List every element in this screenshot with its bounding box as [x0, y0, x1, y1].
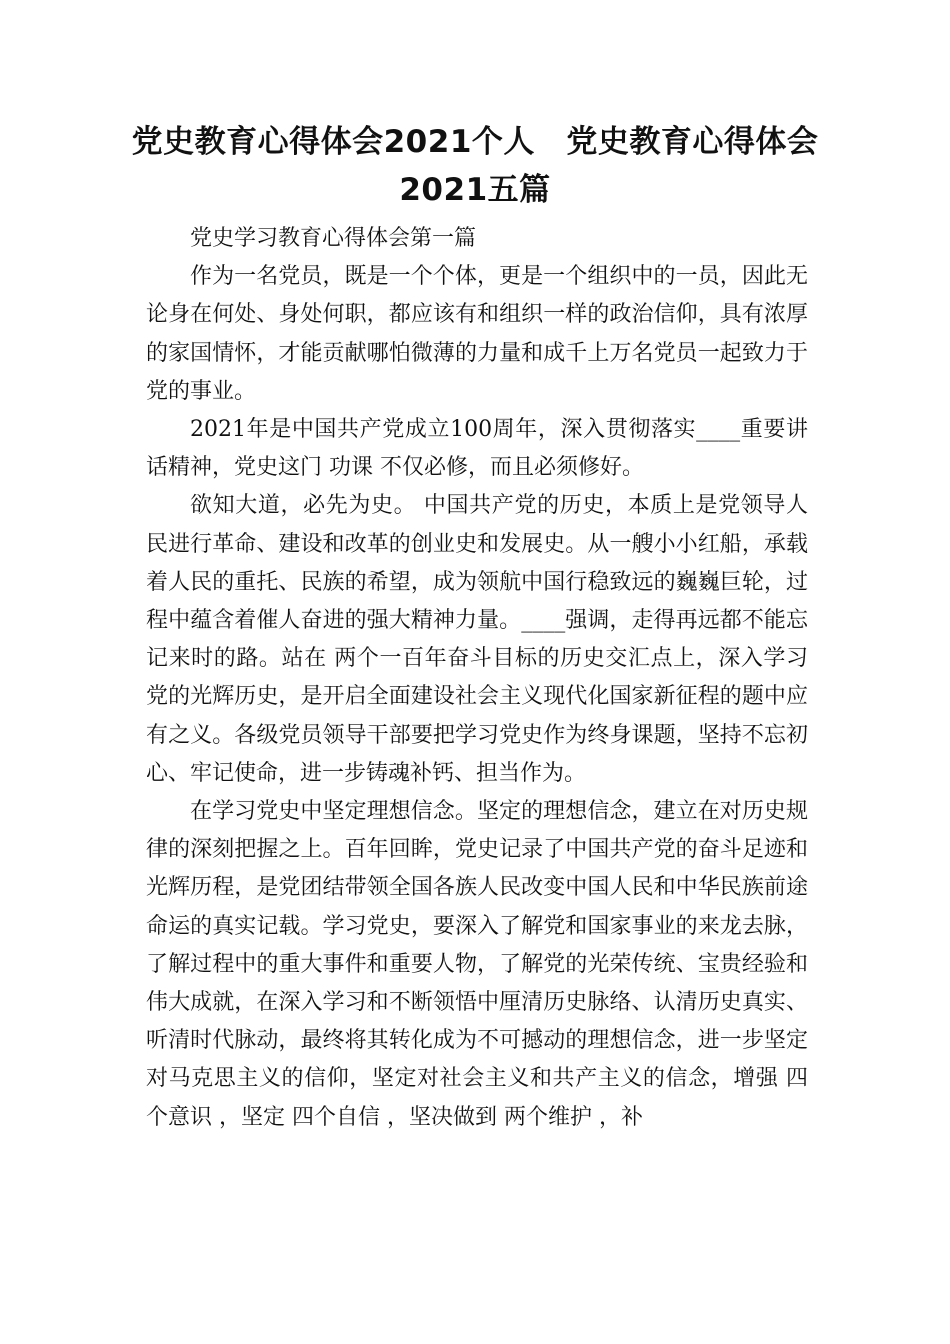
paragraph: 2021年是中国共产党成立100周年，深入贯彻落实____重要讲话精神，党史这门 功课 不仅必修，而且必须修好。 — [146, 417, 808, 481]
document-body — [146, 220, 808, 1137]
paragraph: 作为一名党员，既是一个个体，更是一个组织中的一员，因此无论身在何处、身处何职，都应该有和组织一样的政治信仰，具有浓厚的家国情怀，才能贡献哪怕微薄的力量和成千上万名党员一起致力于党的事业。 — [146, 264, 808, 404]
paragraph: 在学习党史中坚定理想信念。坚定的理想信念，建立在对历史规律的深刻把握之上。百年回眸，党史记录了中国共产党的奋斗足迹和光辉历程，是党团结带领全国各族人民改变中国人民和中华民族前途命运的真实记载。学习党史，要深入了解党和国家事业的来龙去脉，了解过程中的重大事件和重要人物，了解党的光荣传统、宝贵经验和伟大成就，在深入学习和不断领悟中厘清历史脉络、认清历史真实、听清时代脉动，最终将其转化成为不可撼动的理想信念，进一步坚定对马克思主义的信仰，坚定对社会主义和共产主义的信念，增强 四个意识 ，坚定 四个自信 ，坚决做到 两个维护 ，补 — [146, 799, 808, 1130]
paragraph: 欲知大道，必先为史。 中国共产党的历史，本质上是党领导人民进行革命、建设和改革的创业史和发展史。从一艘小小红船，承载着人民的重托、民族的希望，成为领航中国行稳致远的巍巍巨轮，过程中蕴含着催人奋进的强大精神力量。____强调，走得再远都不能忘记来时的路。站在 两个一百年奋斗目标的历史交汇点上，深入学习党的光辉历史，是开启全面建设社会主义现代化国家新征程的题中应有之义。各级党员领导干部要把学习党史作为终身课题，坚持不忘初心、牢记使命，进一步铸魂补钙、担当作为。 — [146, 493, 808, 786]
document-title: 党史教育心得体会2021个人 党史教育心得体会2021五篇 — [131, 124, 819, 208]
section-heading: 党史学习教育心得体会第一篇 — [190, 226, 477, 251]
